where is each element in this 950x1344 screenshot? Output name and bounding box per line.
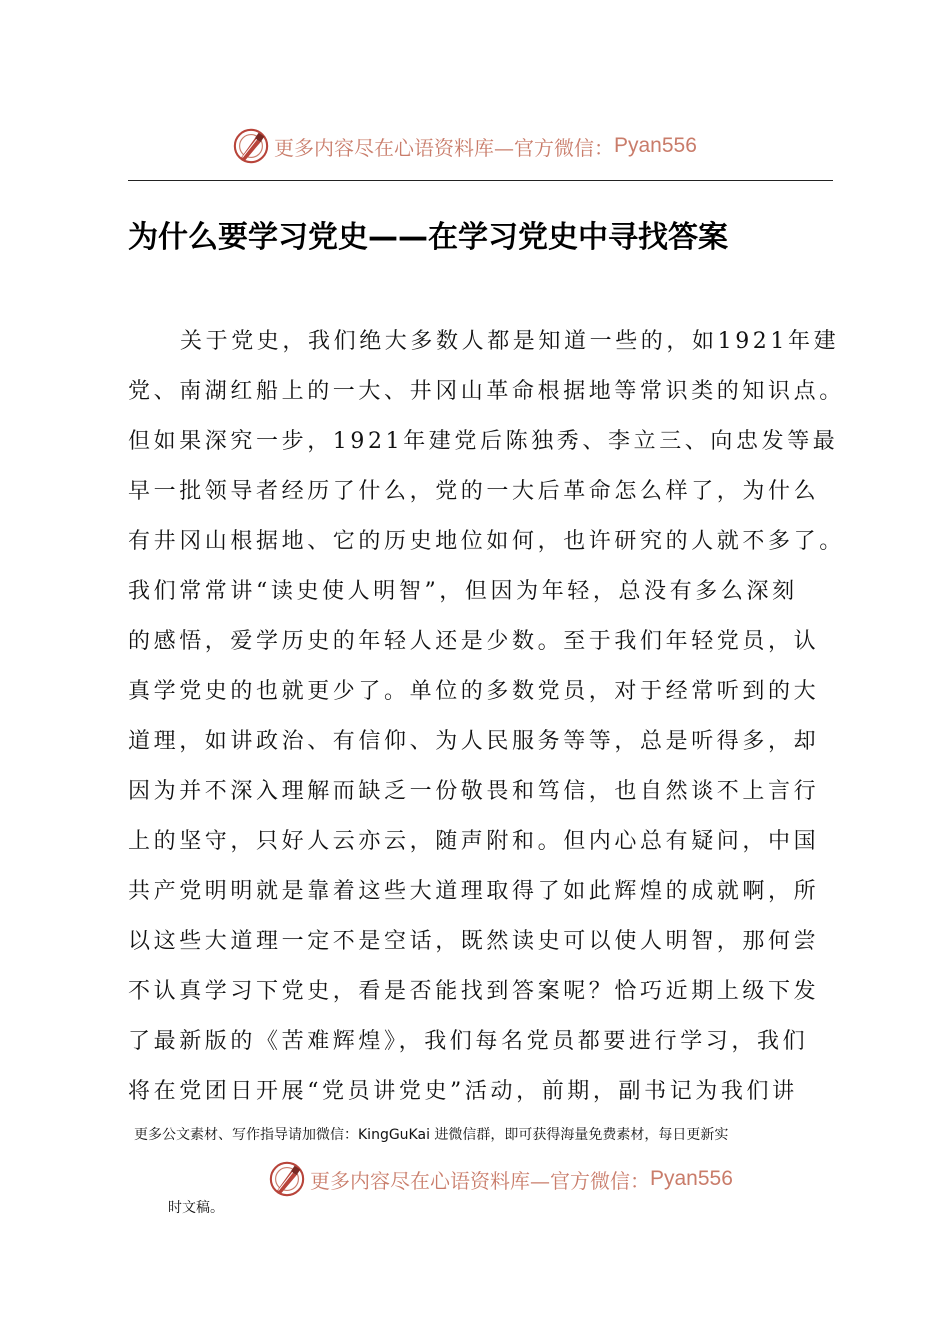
body-line: 了最新版的《苦难辉煌》，我们每名党员都要进行学习，我们 bbox=[128, 1029, 809, 1054]
body-line: 但如果深究一步，1921年建党后陈独秀、李立三、向忠发等最 bbox=[128, 429, 839, 454]
footer-promo-tail: 时文稿。 bbox=[168, 1200, 224, 1216]
body-line: 早一批领导者经历了什么，党的一大后革命怎么样了，为什么 bbox=[128, 479, 820, 504]
body-line: 上的坚守，只好人云亦云，随声附和。但内心总有疑问，中国 bbox=[128, 829, 820, 854]
body-line: 的感悟，爱学历史的年轻人还是少数。至于我们年轻党员，认 bbox=[128, 629, 820, 654]
body-line: 共产党明明就是靠着这些大道理取得了如此辉煌的成就啊，所 bbox=[128, 879, 820, 904]
body-line: 有井冈山根据地、它的历史地位如何，也许研究的人就不多了。 bbox=[128, 529, 845, 554]
header-banner-text: 更多内容尽在心语资料库—官方微信： bbox=[274, 135, 614, 160]
body-line: 道理，如讲政治、有信仰、为人民服务等等，总是听得多，却 bbox=[128, 729, 820, 754]
body-line: 以这些大道理一定不是空话，既然读史可以使人明智，那何尝 bbox=[128, 929, 820, 954]
header-banner-handle: Pyan556 bbox=[614, 134, 697, 157]
footer-promo-text: 更多公文素材、写作指导请加微信：KingGuKai 进微信群，即可获得海量免费素材，每日更新实 bbox=[134, 1127, 729, 1143]
pen-nib-logo-icon bbox=[232, 127, 270, 165]
pen-nib-logo-icon bbox=[268, 1160, 306, 1198]
body-line: 关于党史，我们绝大多数人都是知道一些的，如1921年建 bbox=[180, 329, 840, 354]
footer-banner-text: 更多内容尽在心语资料库—官方微信： bbox=[310, 1168, 650, 1193]
body-line: 将在党团日开展“党员讲党史”活动，前期，副书记为我们讲 bbox=[128, 1079, 798, 1104]
body-line: 党、南湖红船上的一大、井冈山革命根据地等常识类的知识点。 bbox=[128, 379, 845, 404]
body-line: 真学党史的也就更少了。单位的多数党员，对于经常听到的大 bbox=[128, 679, 820, 704]
document-title: 为什么要学习党史——在学习党史中寻找答案 bbox=[128, 220, 728, 255]
header-divider bbox=[128, 180, 833, 181]
body-line: 不认真学习下党史，看是否能找到答案呢？恰巧近期上级下发 bbox=[128, 979, 820, 1004]
footer-banner-handle: Pyan556 bbox=[650, 1167, 733, 1190]
footer-watermark-banner bbox=[268, 1157, 733, 1201]
body-line: 我们常常讲“读史使人明智”，但因为年轻，总没有多么深刻 bbox=[128, 579, 798, 604]
body-line: 因为并不深入理解而缺乏一份敬畏和笃信，也自然谈不上言行 bbox=[128, 779, 820, 804]
document-body bbox=[128, 317, 848, 1117]
header-watermark-banner bbox=[232, 124, 697, 168]
